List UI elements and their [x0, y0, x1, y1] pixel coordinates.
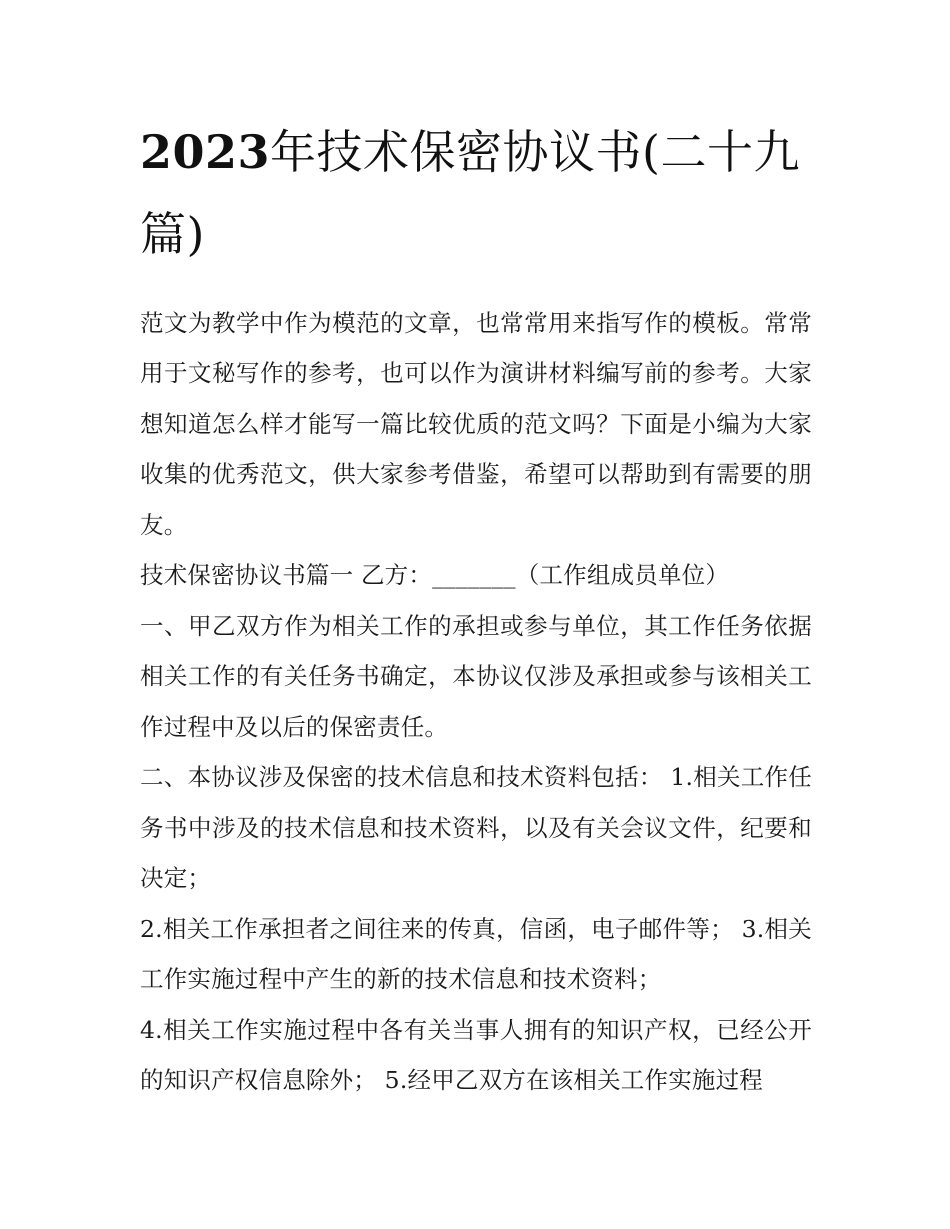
- clause-two-items-2-3: 2.相关工作承担者之间往来的传真，信函，电子邮件等； 3.相关工作实施过程中产生的新的技术信息和技术资料；: [140, 914, 812, 994]
- intro-paragraph: 范文为教学中作为模范的文章，也常常用来指写作的模板。常常用于文秘写作的参考，也可以作为演讲材料编写前的参考。大家想知道怎么样才能写一篇比较优质的范文吗？下面是小编为大家收集的优秀范文，供大家参考借鉴，希望可以帮助到有需要的朋友。: [140, 308, 812, 539]
- party-b-line: 技术保密协议书篇一 乙方：_______（工作组成员单位）: [140, 561, 730, 590]
- document-body: [140, 298, 812, 1106]
- document-title: [140, 112, 812, 276]
- clause-two: 二、本协议涉及保密的技术信息和技术资料包括： 1.相关工作任务书中涉及的技术信息和技术资料，以及有关会议文件，纪要和决定；: [140, 763, 812, 893]
- title-text: 年技术保密协议书(二十九篇): [140, 125, 800, 261]
- clause-one: 一、甲乙双方作为相关工作的承担或参与单位，其工作任务依据相关工作的有关任务书确定，本协议仅涉及承担或参与该相关工作过程中及以后的保密责任。: [140, 611, 812, 741]
- title-year: 2023: [140, 125, 271, 179]
- document-page: [140, 112, 812, 1106]
- clause-two-items-4-5: 4.相关工作实施过程中各有关当事人拥有的知识产权，已经公开的知识产权信息除外； 5.经甲乙双方在该相关工作实施过程: [140, 1015, 812, 1095]
